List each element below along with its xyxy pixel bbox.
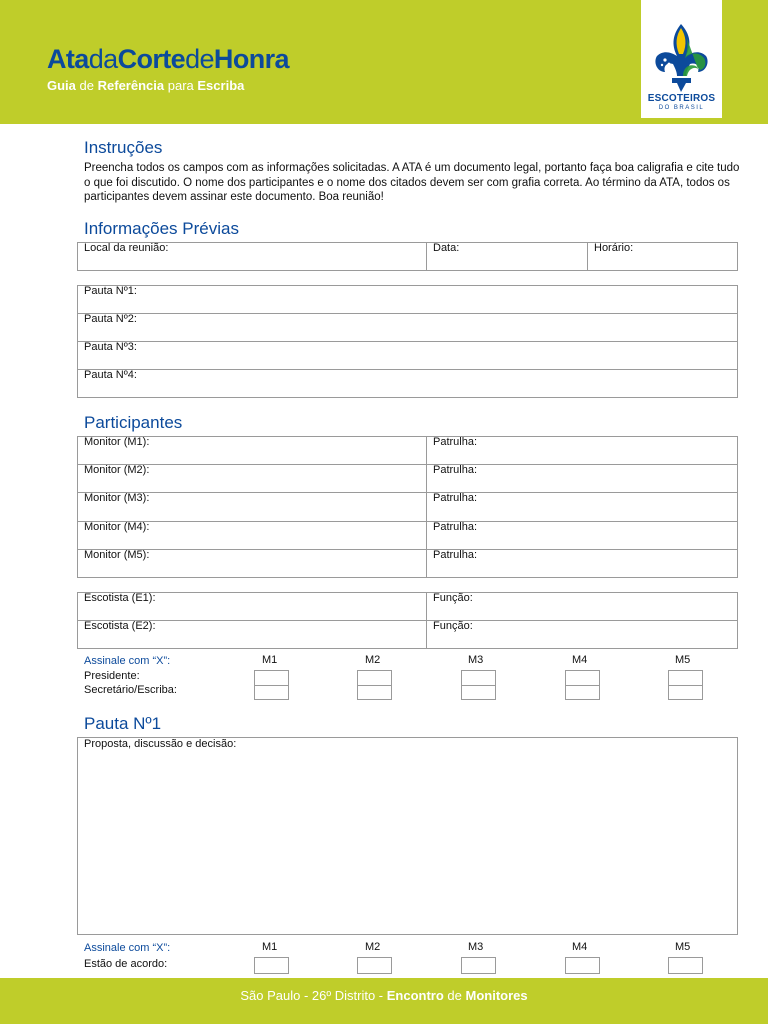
patrol-field[interactable]: Patrulha: bbox=[433, 464, 478, 476]
role-checkbox-m3[interactable] bbox=[461, 670, 496, 700]
divider bbox=[77, 492, 738, 493]
info-heading: Informações Prévias bbox=[84, 219, 239, 238]
monitor-m3-field[interactable]: Monitor (M3): bbox=[84, 492, 150, 504]
time-field[interactable]: Horário: bbox=[594, 242, 634, 254]
agree-checkbox-m3[interactable] bbox=[461, 957, 496, 974]
divider bbox=[77, 620, 738, 621]
monitor-m5-field[interactable]: Monitor (M5): bbox=[84, 549, 150, 561]
proposal-textarea[interactable] bbox=[77, 737, 738, 935]
participants-heading: Participantes bbox=[84, 413, 183, 432]
divider bbox=[77, 341, 738, 342]
column-m3: M3 bbox=[468, 654, 484, 666]
meeting-info-box bbox=[77, 242, 738, 271]
column-m2: M2 bbox=[365, 941, 381, 953]
agenda-item-2[interactable]: Pauta Nº2: bbox=[84, 313, 137, 325]
agenda1-heading: Pauta Nº1 bbox=[84, 714, 162, 733]
column-m1: M1 bbox=[262, 941, 278, 953]
patrol-field[interactable]: Patrulha: bbox=[433, 436, 478, 448]
agree-checkbox-m2[interactable] bbox=[357, 957, 392, 974]
divider bbox=[426, 436, 427, 578]
proposal-label: Proposta, discussão e decisão: bbox=[84, 738, 237, 750]
scouter-e1-field[interactable]: Escotista (E1): bbox=[84, 592, 156, 604]
monitor-m4-field[interactable]: Monitor (M4): bbox=[84, 521, 150, 533]
header-banner bbox=[0, 0, 768, 124]
divider bbox=[77, 313, 738, 314]
document-subtitle: Guia de Referência para Escriba bbox=[47, 78, 245, 93]
role-checkbox-m2[interactable] bbox=[357, 670, 392, 700]
agree-checkbox-m5[interactable] bbox=[668, 957, 703, 974]
agenda-item-1[interactable]: Pauta Nº1: bbox=[84, 285, 137, 297]
divider bbox=[426, 242, 427, 271]
footer-banner bbox=[0, 978, 768, 1024]
column-m5: M5 bbox=[675, 654, 691, 666]
role-checkbox-m4[interactable] bbox=[565, 670, 600, 700]
divider bbox=[587, 242, 588, 271]
role-president-label: Presidente: bbox=[84, 670, 140, 682]
column-m4: M4 bbox=[572, 941, 588, 953]
function-field[interactable]: Função: bbox=[433, 620, 473, 632]
document-title: AtadaCortedeHonra bbox=[47, 44, 289, 74]
monitor-m2-field[interactable]: Monitor (M2): bbox=[84, 464, 150, 476]
agenda-item-3[interactable]: Pauta Nº3: bbox=[84, 341, 137, 353]
logo-text: ESCOTEIROS bbox=[647, 93, 716, 104]
column-m4: M4 bbox=[572, 654, 588, 666]
agenda-item-4[interactable]: Pauta Nº4: bbox=[84, 369, 137, 381]
mark-x-label: Assinale com “X”: bbox=[84, 655, 171, 667]
scouter-e2-field[interactable]: Escotista (E2): bbox=[84, 620, 156, 632]
role-secretary-label: Secretário/Escriba: bbox=[84, 684, 177, 696]
column-m5: M5 bbox=[675, 941, 691, 953]
agreement-label: Estão de acordo: bbox=[84, 958, 168, 970]
monitor-m1-field[interactable]: Monitor (M1): bbox=[84, 436, 150, 448]
escoteiros-logo bbox=[641, 0, 722, 118]
patrol-field[interactable]: Patrulha: bbox=[433, 521, 478, 533]
fleur-de-lis-icon bbox=[653, 22, 710, 94]
divider bbox=[77, 549, 738, 550]
divider bbox=[77, 521, 738, 522]
agree-checkbox-m4[interactable] bbox=[565, 957, 600, 974]
patrol-field[interactable]: Patrulha: bbox=[433, 549, 478, 561]
agree-checkbox-m1[interactable] bbox=[254, 957, 289, 974]
logo-subtext: DO BRASIL bbox=[658, 105, 705, 111]
monitors-box bbox=[77, 436, 738, 578]
column-m1: M1 bbox=[262, 654, 278, 666]
date-field[interactable]: Data: bbox=[433, 242, 460, 254]
role-checkbox-m5[interactable] bbox=[668, 670, 703, 700]
footer-text: São Paulo - 26º Distrito - Encontro de Monitores bbox=[240, 988, 528, 1003]
divider bbox=[77, 369, 738, 370]
role-checkbox-m1[interactable] bbox=[254, 670, 289, 700]
column-m3: M3 bbox=[468, 941, 484, 953]
divider bbox=[77, 464, 738, 465]
function-field[interactable]: Função: bbox=[433, 592, 473, 604]
mark-x-label-2: Assinale com “X”: bbox=[84, 942, 171, 954]
instructions-text: Preencha todos os campos com as informações solicitadas. A ATA é um documento legal, portanto faça boa caligrafia e cite tudo o que foi discutido. O nome dos participantes e o nome dos citados devem ser com grafia correta. Ao término da ATA, todos os participantes devem assinar este documento. Boa reunião! bbox=[84, 162, 740, 203]
instructions-heading: Instruções bbox=[84, 138, 163, 157]
local-field[interactable]: Local da reunião: bbox=[84, 242, 169, 254]
column-m2: M2 bbox=[365, 654, 381, 666]
patrol-field[interactable]: Patrulha: bbox=[433, 492, 478, 504]
